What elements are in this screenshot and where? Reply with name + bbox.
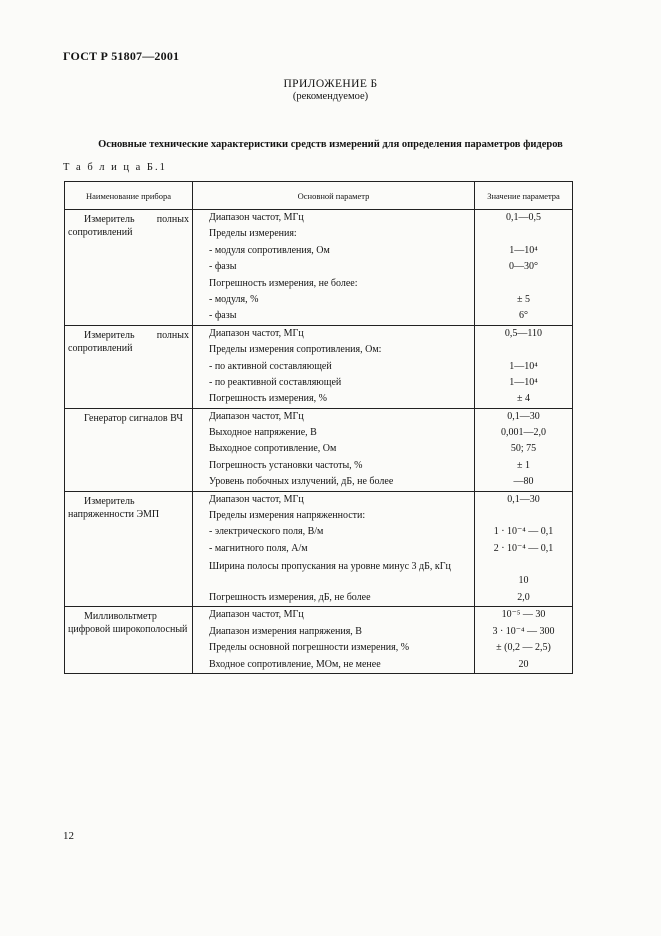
table-header-row xyxy=(65,182,573,210)
value-line: 0,1—0,5 xyxy=(506,212,541,223)
value-line: 3 · 10⁻⁴ — 300 xyxy=(492,625,555,637)
parameter-line: Пределы измерения: xyxy=(209,228,297,240)
value-line: 10 xyxy=(518,575,529,587)
column-header-parameter: Основной параметр xyxy=(193,182,475,210)
parameter-line: Диапазон частот, МГц xyxy=(209,212,304,223)
table-row xyxy=(65,325,573,408)
table-row xyxy=(65,491,573,607)
values-cell xyxy=(475,325,573,408)
parameter-line: Диапазон частот, МГц xyxy=(209,609,304,621)
parameter-line: Входное сопротивление, МОм, не менее xyxy=(209,658,381,670)
parameter-line: Пределы измерения напряженности: xyxy=(209,510,366,522)
parameter-line: Пределы измерения сопротивления, Ом: xyxy=(209,344,382,356)
value-line: —80 xyxy=(513,476,534,488)
value-line: ± 1 xyxy=(517,459,530,471)
instruments-table xyxy=(64,181,573,674)
value-line xyxy=(475,508,572,524)
column-header-device: Наименование прибора xyxy=(65,182,193,210)
value-line: 20 xyxy=(518,658,529,670)
appendix-note: (рекомендуемое) xyxy=(292,91,369,102)
value-line: 1—10⁴ xyxy=(509,376,538,388)
parameter-line: Погрешность измерения, % xyxy=(209,393,327,405)
parameters-cell xyxy=(193,325,475,408)
values-cell xyxy=(475,210,573,326)
parameter-line: Уровень побочных излучений, дБ, не более xyxy=(209,476,394,488)
value-line xyxy=(475,276,572,292)
value-line: ± (0,2 — 2,5) xyxy=(496,642,551,654)
device-name-cell xyxy=(65,607,193,674)
value-line: 2,0 xyxy=(517,592,530,603)
parameter-line: Погрешность измерения, не более: xyxy=(209,277,358,289)
parameter-line: Диапазон частот, МГц xyxy=(209,410,304,422)
parameter-line: Выходное напряжение, В xyxy=(209,427,317,439)
table-body xyxy=(65,210,573,674)
device-name-cell xyxy=(65,325,193,408)
parameters-cell xyxy=(193,210,475,326)
value-line: ± 5 xyxy=(517,293,530,305)
appendix-title: ПРИЛОЖЕНИЕ Б xyxy=(283,78,378,90)
parameter-line: - фазы xyxy=(209,310,237,322)
value-line: 1—10⁴ xyxy=(509,360,538,372)
device-name: Измеритель полных сопротивлений xyxy=(68,214,189,238)
column-header-value: Значение параметра xyxy=(475,182,573,210)
value-line: 0—30° xyxy=(509,261,538,273)
value-line: 0,001—2,0 xyxy=(501,427,546,439)
page-number: 12 xyxy=(63,830,74,842)
parameter-line: - электрического поля, В/м xyxy=(209,526,324,538)
device-name: Измеритель полных сопротивлений xyxy=(68,329,189,354)
section-heading: Основные технические характеристики средств измерений для определения параметров фидеров xyxy=(98,139,563,150)
value-line xyxy=(475,226,572,242)
parameter-line: Погрешность установки частоты, % xyxy=(209,459,363,471)
table-row xyxy=(65,408,573,491)
value-line: 10⁻⁵ — 30 xyxy=(501,609,546,621)
device-name-cell xyxy=(65,210,193,326)
parameter-line: Погрешность измерения, дБ, не более xyxy=(209,592,371,603)
device-name: Генератор сигналов ВЧ xyxy=(84,412,183,424)
value-line: 0,1—30 xyxy=(507,410,540,422)
value-line: 50; 75 xyxy=(510,443,537,455)
values-cell xyxy=(475,491,573,607)
value-line: 0,5—110 xyxy=(504,327,543,339)
parameter-line: - модуля, % xyxy=(209,293,259,305)
parameter-line: - по реактивной составляющей xyxy=(209,376,342,388)
parameter-line: Диапазон частот, МГц xyxy=(209,327,304,339)
table-caption: Т а б л и ц а Б.1 xyxy=(63,162,167,173)
parameters-cell xyxy=(193,408,475,491)
value-line: 1 · 10⁻⁴ — 0,1 xyxy=(493,526,554,538)
standard-number: ГОСТ Р 51807—2001 xyxy=(63,49,180,63)
parameter-line: Выходное сопротивление, Ом xyxy=(209,443,337,455)
parameter-line: Диапазон частот, МГц xyxy=(209,493,304,505)
parameter-line: Диапазон измерения напряжения, В xyxy=(209,625,362,637)
value-line: 2 · 10⁻⁴ — 0,1 xyxy=(493,542,554,554)
values-cell xyxy=(475,408,573,491)
parameter-line: Пределы основной погрешности измерения, % xyxy=(209,642,410,654)
parameter-line: - магнитного поля, А/м xyxy=(209,542,308,554)
parameters-cell xyxy=(193,491,475,607)
parameters-cell xyxy=(193,607,475,674)
value-line xyxy=(475,342,572,358)
device-name: Измеритель напряженности ЭМП xyxy=(68,495,160,520)
table-row xyxy=(65,607,573,674)
values-cell xyxy=(475,607,573,674)
parameter-line: Ширина полосы пропускания на уровне минус 3 дБ, кГц xyxy=(209,561,451,573)
parameter-line: - модуля сопротивления, Ом xyxy=(209,244,330,256)
value-line: 1—10⁴ xyxy=(509,244,538,256)
value-line: 6° xyxy=(519,310,528,322)
device-name: Милливольтметр цифровой широкополосный xyxy=(68,611,188,636)
device-name-cell xyxy=(65,408,193,491)
value-line: ± 4 xyxy=(517,393,530,405)
parameter-line: - по активной составляющей xyxy=(209,360,332,372)
parameter-line: - фазы xyxy=(209,261,237,273)
value-line: 0,1—30 xyxy=(507,493,540,505)
table-row xyxy=(65,210,573,326)
device-name-cell xyxy=(65,491,193,607)
